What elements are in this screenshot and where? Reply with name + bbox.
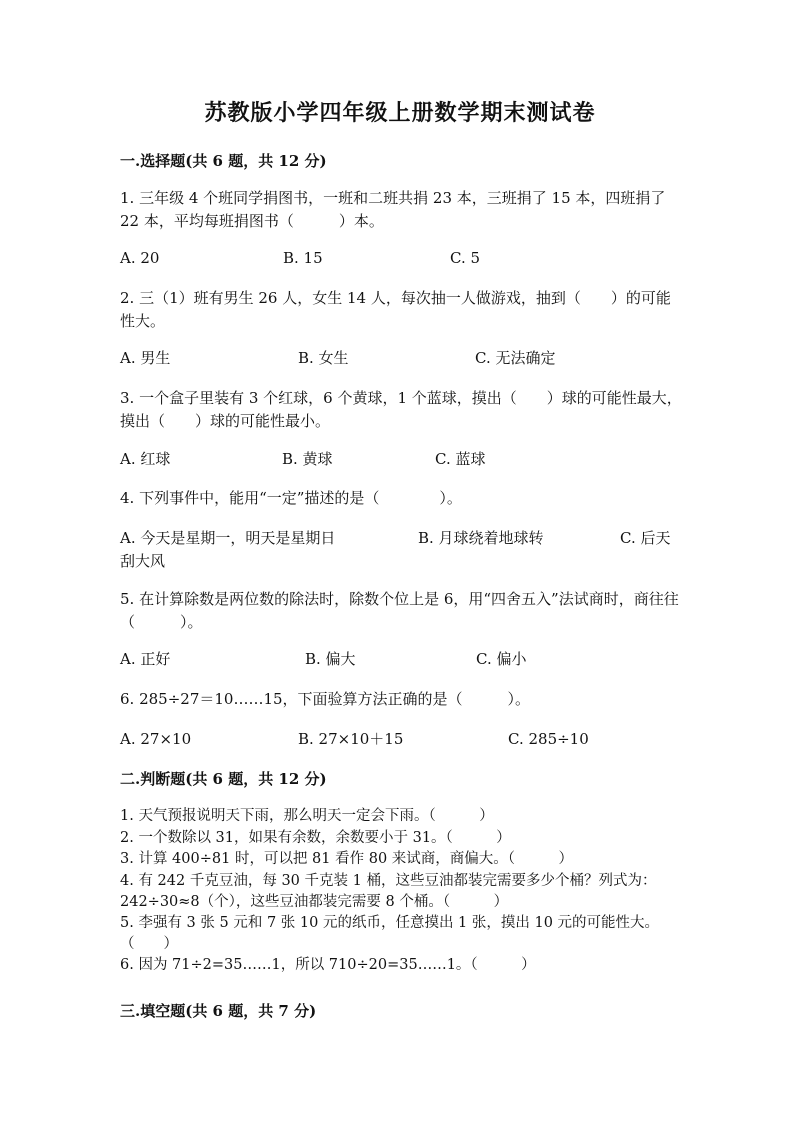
option-c: C. 蓝球 [435,450,486,468]
question-5-options [120,648,685,671]
question-2-options [120,347,685,370]
option-c-line1: C. 后天刮大风 [120,529,671,570]
option-b: B. 黄球 [282,450,333,468]
question-1: 1. 三年级 4 个班同学捐图书，一班和二班共捐 23 本，三班捐了 15 本，四班捐了 22 本，平均每班捐图书（ ）本。 [120,189,666,230]
option-a: A. 正好 [120,650,171,668]
option-c: C. 285÷10 [508,730,589,748]
option-b: B. 偏大 [305,650,356,668]
option-a: A. 男生 [120,349,171,367]
option-b: B. 15 [283,249,323,267]
question-4: 4. 下列事件中，能用“一定”描述的是（ ）。 [120,489,462,507]
question-4-options [120,527,685,573]
option-c: C. 偏小 [476,650,527,668]
option-a: A. 27×10 [120,730,192,748]
judge-item-1: 1. 天气预报说明天下雨，那么明天一定会下雨。（ ） [120,808,494,824]
judge-item-3: 3. 计算 400÷81 时，可以把 81 看作 80 来试商，商偏大。（ ） [120,851,574,867]
question-1-options [120,247,685,270]
judge-item-2: 2. 一个数除以 31，如果有余数，余数要小于 31。（ ） [120,830,511,846]
question-3-options [120,448,685,471]
section-heading-judge: 二.判断题(共 6 题，共 12 分) [120,770,327,788]
option-b: B. 月球绕着地球转 [418,529,544,547]
question-2: 2. 三（1）班有男生 26 人，女生 14 人，每次抽一人做游戏，抽到（ ）的可能性大。 [120,289,671,330]
option-b: B. 女生 [298,349,349,367]
option-c: C. 5 [450,249,481,267]
option-a: A. 今天是星期一，明天是星期日 [120,529,336,547]
judge-item-6: 6. 因为 71÷2=35……1，所以 710÷20=35……1。（ ） [120,957,536,973]
question-3: 3. 一个盒子里装有 3 个红球，6 个黄球，1 个蓝球，摸出（ ）球的可能性最大，摸出（ ）球的可能性最小。 [120,389,682,430]
option-a: A. 红球 [120,450,171,468]
question-6-options [120,728,685,751]
section-heading-choice: 一.选择题(共 6 题，共 12 分) [120,152,327,170]
option-c: C. 无法确定 [475,349,556,367]
option-a: A. 20 [120,249,160,267]
section-heading-fill: 三.填空题(共 6 题，共 7 分) [120,1002,317,1020]
judge-item-5: 5. 李强有 3 张 5 元和 7 张 10 元的纸币，任意摸出 1 张，摸出 10 元的可能性大。 （ ） [120,915,681,952]
question-5: 5. 在计算除数是两位数的除法时，除数个位上是 6，用“四舍五入”法试商时，商往往（ ）。 [120,590,679,631]
option-b: B. 27×10＋15 [298,730,404,748]
question-6: 6. 285÷27＝10……15，下面验算方法正确的是（ ）。 [120,690,531,708]
exam-title: 苏教版小学四年级上册数学期末测试卷 [204,100,596,126]
judge-item-4: 4. 有 242 千克豆油，每 30 千克装 1 桶，这些豆油都装完需要多少个桶？列式为：242÷30≈8（个），这些豆油都装完需要 8 个桶。（ ） [120,873,657,910]
